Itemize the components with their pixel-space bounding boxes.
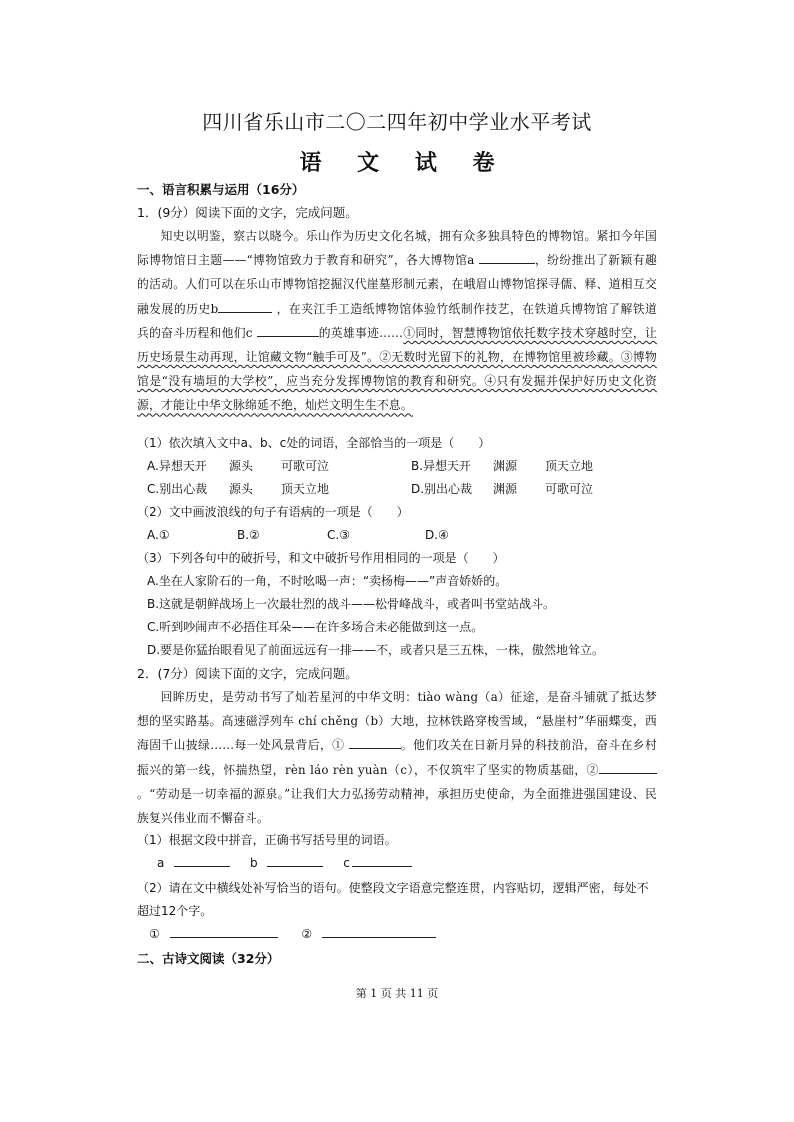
q1-sub1-stem: （1）依次填入文中a、b、c处的词语，全部恰当的一项是（ ） — [137, 436, 491, 450]
blank-a[interactable] — [479, 251, 535, 264]
option-a-word2: 源头 — [229, 459, 254, 473]
option-c-word1: C.别出心裁 — [147, 482, 208, 496]
q2-sub2-blanks — [137, 923, 657, 946]
blank-b[interactable] — [218, 300, 272, 313]
fill-blank-label: ① — [149, 927, 160, 941]
q1-sub3-stem: （3）下列各句中的破折号，和文中破折号作用相同的一项是（ ） — [137, 551, 505, 565]
option-d-word1: D.别出心裁 — [411, 482, 473, 496]
option-d-word3: 可歌可泣 — [545, 482, 594, 496]
blank-c[interactable] — [257, 324, 319, 337]
option-d-word2: 渊源 — [493, 482, 518, 496]
exam-title: 四川省乐山市二〇二四年初中学业水平考试 — [202, 110, 592, 134]
fill-blank-1[interactable] — [170, 925, 278, 938]
q2-passage-p3: 。“劳动是一切幸福的源泉。”让我们大力弘扬劳动精神，承担历史使命，为全面推进强国建设、民族复兴伟业而不懈奋斗。 — [137, 786, 657, 826]
sub2-option: D.④ — [425, 528, 449, 542]
sub3-option: D.要是你猛抬眼看见了前面远远有一排——不，或者只是三五株，一株，傲然地耸立。 — [147, 643, 605, 657]
q2-passage-p1: 回眸历史，是劳动书写了灿若星河的中华文明：tiào wàng（a）征途，是奋斗铺就了抵达梦想的坚实路基。高速磁浮列车 chí chěng（b）大地，拉林铁路穿梭雪域，“悬崖村”华丽蝶变，西海固千山披绿……每一处风景背后，① — [137, 690, 657, 753]
option-c-word2: 源头 — [229, 482, 254, 496]
q1-sub1 — [137, 432, 657, 662]
q2-passage — [137, 685, 657, 830]
page-number: 第 1 页 共 11 页 — [355, 987, 439, 1000]
q1-stem: 1．(9分）阅读下面的文字，完成问题。 — [137, 205, 358, 220]
q2-sub2-stem: （2）请在文中横线处补写恰当的语句。使整段文字语意完整连贯，内容贴切，逻辑严密，每处不超过12个字。 — [137, 881, 649, 918]
sub3-option: C.听到吵闹声不必捂住耳朵——在许多场合未必能做到这一点。 — [147, 620, 484, 634]
sub3-option: B.这就是朝鲜战场上一次最壮烈的战斗——松骨峰战斗，或者叫书堂站战斗。 — [147, 597, 556, 611]
option-b-word1: B.异想天开 — [411, 459, 472, 473]
pinyin-blank-b[interactable] — [267, 854, 323, 867]
q2-sub1-stem: （1）根据文段中拼音，正确书写括号里的词语。 — [137, 833, 397, 847]
blank-1[interactable] — [349, 736, 401, 749]
option-a-word1: A.异想天开 — [147, 459, 207, 473]
q1-passage-a: ，纷纷推出了新颖有趣的活动。人们可以在乐山市博物馆挖掘汉代崖墓形制元素，在峨眉山博物馆探寻儒、释、道相互交融发展的历史b — [137, 253, 657, 316]
blank-2[interactable] — [599, 761, 657, 774]
q1-sub1-row1 — [137, 455, 657, 478]
q2-sub1 — [137, 829, 657, 875]
section1-heading: 一、语言积累与运用（16分） — [137, 182, 305, 197]
pinyin-blank-label: a — [157, 856, 165, 870]
wavy-underlined-sentences: ①同时，智慧博物馆依托数字技术穿越时空，让历史场景生动再现，让馆藏文物“触手可及”。②无数时光留下的礼物，在博物馆里被珍藏。③博物馆是“没有墙垣的大学校”，应当充分发挥博物馆的教育和研究。④只有发掘并保护好历史文化资源，才能让中华文脉绵延不绝，灿烂文明生生不息。 — [137, 325, 658, 413]
option-b-word3: 顶天立地 — [545, 459, 594, 473]
q2-sub2 — [137, 877, 657, 946]
pinyin-blank-label: b — [250, 856, 258, 870]
option-b-word2: 渊源 — [493, 459, 518, 473]
q1-passage-b: ，在夹江手工造纸博物馆体验竹纸制作技艺，在铁道兵博物馆了解铁道兵的奋斗历程和他们c — [137, 301, 657, 340]
pinyin-blank-c[interactable] — [352, 854, 412, 867]
q2-passage-p2: 。他们攻关在日新月异的科技前沿，奋斗在乡村振兴的第一线，怀揣热望，rèn láo rèn yuàn（c），不仅筑牢了坚实的物质基础，② — [137, 738, 657, 777]
q1-sub2-stem: （2）文中画波浪线的句子有语病的一项是（ ） — [137, 505, 409, 519]
q1-passage-lead: 知史以明鉴，察古以晓今。乐山作为历史文化名城，拥有众多独具特色的博物馆。紧扣今年国际博物馆日主题——“博物馆致力于教育和研究”，各大博物馆a — [137, 229, 657, 268]
q2-stem: 2．(7分）阅读下面的文字，完成问题。 — [137, 666, 358, 681]
q1-passage-c: 的英雄事迹…… — [318, 325, 404, 340]
sub3-option: A.坐在人家阶石的一角，不时吆喝一声：“卖杨梅——”声音娇娇的。 — [147, 574, 508, 588]
q1-sub2-options — [137, 524, 657, 547]
fill-blank-2[interactable] — [322, 925, 436, 938]
sub2-option: C.③ — [327, 528, 350, 542]
exam-subtitle: 语 文 试 卷 — [299, 150, 509, 176]
q1-passage — [137, 224, 657, 418]
option-c-word3: 顶天立地 — [281, 482, 330, 496]
section2-heading: 二、古诗文阅读（32分） — [137, 951, 280, 966]
q1-sub1-row2 — [137, 478, 657, 501]
option-a-word3: 可歌可泣 — [281, 459, 330, 473]
q2-sub1-blanks — [137, 852, 657, 875]
sub2-option: A.① — [147, 528, 170, 542]
fill-blank-label: ② — [301, 927, 313, 941]
sub2-option: B.② — [237, 528, 260, 542]
pinyin-blank-label: c — [343, 856, 350, 870]
pinyin-blank-a[interactable] — [174, 854, 230, 867]
